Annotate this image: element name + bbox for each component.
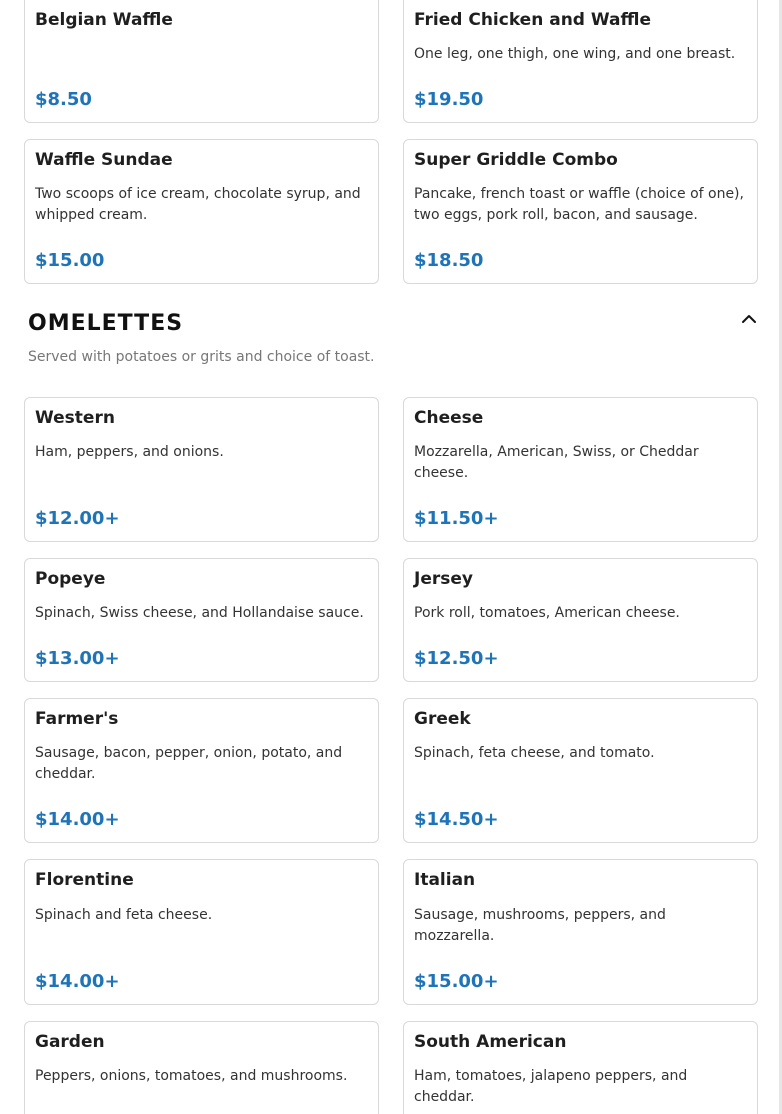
menu-item-name: South American: [414, 1032, 567, 1052]
menu-item-price: $12.00+: [35, 508, 120, 529]
menu-item-description: Ham, tomatoes, jalapeno peppers, and cheddar.: [414, 1068, 688, 1105]
menu-item-name: Florentine: [35, 870, 134, 890]
menu-item-description: Sausage, mushrooms, peppers, and mozzarella.: [414, 907, 666, 944]
menu-item-description: Spinach, feta cheese, and tomato.: [414, 745, 655, 761]
menu-item-card[interactable]: [403, 698, 758, 843]
menu-item-price: $14.50+: [414, 809, 499, 830]
menu-item-price: $14.00+: [35, 809, 120, 830]
menu-item-name: Cheese: [414, 408, 484, 428]
menu-item-card[interactable]: [403, 859, 758, 1005]
menu-item-card[interactable]: [24, 859, 379, 1005]
menu-item-card[interactable]: [403, 397, 758, 542]
menu-item-price: $8.50: [35, 89, 92, 110]
menu-item-name: Garden: [35, 1032, 105, 1052]
menu-item-price: $14.00+: [35, 971, 120, 992]
menu-item-price: $19.50: [414, 89, 484, 110]
menu-item-card[interactable]: [24, 1021, 379, 1114]
menu-item-price: $15.00: [35, 250, 105, 271]
menu-item-description: Two scoops of ice cream, chocolate syrup, and whipped cream.: [35, 186, 361, 223]
menu-item-description: Ham, peppers, and onions.: [35, 444, 224, 460]
menu-item-description: Spinach and feta cheese.: [35, 907, 213, 923]
menu-item-description: Peppers, onions, tomatoes, and mushrooms.: [35, 1068, 348, 1084]
menu-item-name: Belgian Waffle: [35, 10, 173, 30]
menu-item-card[interactable]: [403, 139, 758, 284]
section-title: OMELETTES: [28, 311, 184, 336]
menu-item-card[interactable]: [24, 0, 379, 123]
menu-item-card[interactable]: [403, 0, 758, 123]
menu-item-description: Mozzarella, American, Swiss, or Cheddar cheese.: [414, 444, 699, 481]
menu-item-card[interactable]: [24, 397, 379, 542]
menu-item-card[interactable]: [24, 558, 379, 682]
menu-item-description: Spinach, Swiss cheese, and Hollandaise sauce.: [35, 605, 364, 621]
menu-item-card[interactable]: [403, 1021, 758, 1114]
section-subtitle: Served with potatoes or grits and choice of toast.: [28, 349, 375, 365]
menu-item-name: Popeye: [35, 569, 106, 589]
menu-item-name: Jersey: [414, 569, 473, 589]
menu-item-description: One leg, one thigh, one wing, and one breast.: [414, 46, 736, 62]
menu-item-price: $11.50+: [414, 508, 499, 529]
menu-item-name: Italian: [414, 870, 476, 890]
menu-item-card[interactable]: [24, 139, 379, 284]
chevron-up-icon[interactable]: [738, 308, 760, 330]
menu-item-name: Western: [35, 408, 115, 428]
menu-item-card[interactable]: [403, 558, 758, 682]
menu-item-name: Super Griddle Combo: [414, 150, 618, 170]
menu-item-name: Fried Chicken and Waffle: [414, 10, 652, 30]
menu-item-price: $12.50+: [414, 648, 499, 669]
menu-item-name: Farmer's: [35, 709, 119, 729]
menu-item-price: $15.00+: [414, 971, 499, 992]
menu-item-name: Greek: [414, 709, 471, 729]
menu-item-price: $18.50: [414, 250, 484, 271]
menu-item-price: $13.00+: [35, 648, 120, 669]
menu-item-description: Pancake, french toast or waffle (choice of one), two eggs, pork roll, bacon, and sausage.: [414, 186, 744, 223]
menu-item-description: Sausage, bacon, pepper, onion, potato, and cheddar.: [35, 745, 343, 782]
menu-item-description: Pork roll, tomatoes, American cheese.: [414, 605, 680, 621]
menu-item-name: Waffle Sundae: [35, 150, 173, 170]
menu-item-card[interactable]: [24, 698, 379, 843]
